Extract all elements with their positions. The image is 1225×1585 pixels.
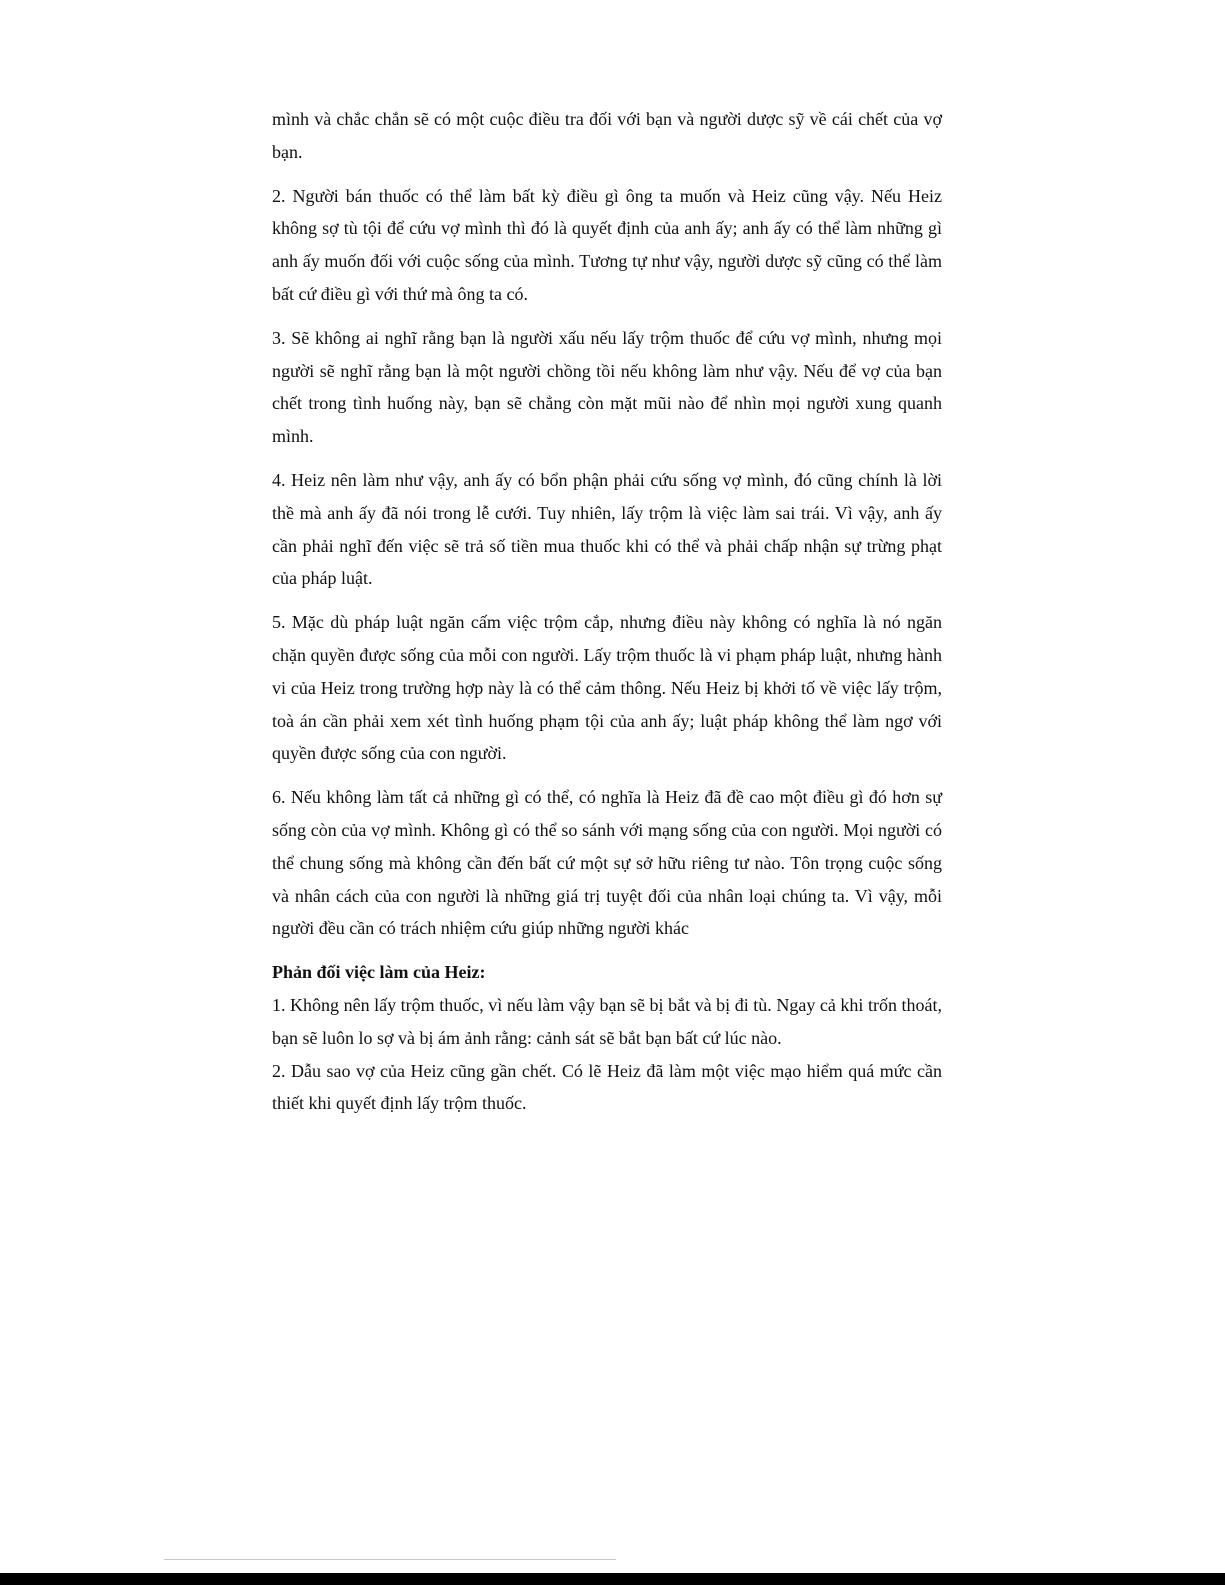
paragraph-5: 5. Mặc dù pháp luật ngăn cấm việc trộm cắp, nhưng điều này không có nghĩa là nó ngăn chặn quyền được sống của mỗi con người. Lấy trộm thuốc là vi phạm pháp luật, nhưng hành vi của Heiz trong trường hợp này là có thể cảm thông. Nếu Heiz bị khởi tố về việc lấy trộm, toà án cần phải xem xét tình huống phạm tội của anh ấy; luật pháp không thể làm ngơ với quyền được sống của con người. — [272, 612, 942, 764]
paragraph-2: 2. Người bán thuốc có thể làm bất kỳ điều gì ông ta muốn và Heiz cũng vậy. Nếu Heiz không sợ tù tội để cứu vợ mình thì đó là quyết định của anh ấy; anh ấy có thể làm những gì anh ấy muốn đối với cuộc sống của mình. Tương tự như vậy, người dược sỹ cũng có thể làm bất cứ điều gì với thứ mà ông ta có. — [272, 185, 942, 304]
paragraph-continuation: mình và chắc chắn sẽ có một cuộc điều tra đối với bạn và người dược sỹ về cái chết của vợ bạn. — [272, 109, 942, 162]
opposition-heading: Phản đối việc làm của Heiz: — [272, 962, 486, 983]
opposition-item-2: 2. Dẫu sao vợ của Heiz cũng gần chết. Có lẽ Heiz đã làm một việc mạo hiểm quá mức cần thiết khi quyết định lấy trộm thuốc. — [272, 1060, 942, 1114]
document-body — [272, 103, 942, 1120]
opposition-item-1: 1. Không nên lấy trộm thuốc, vì nếu làm vậy bạn sẽ bị bắt và bị đi tù. Ngay cả khi trốn thoát, bạn sẽ luôn lo sợ và bị ám ảnh rằng: cảnh sát sẽ bắt bạn bất cứ lúc nào. — [272, 994, 942, 1048]
paragraph-4: 4. Heiz nên làm như vậy, anh ấy có bổn phận phải cứu sống vợ mình, đó cũng chính là lời thề mà anh ấy đã nói trong lễ cưới. Tuy nhiên, lấy trộm là việc làm sai trái. Vì vậy, anh ấy cần phải nghĩ đến việc sẽ trả số tiền mua thuốc khi có thể và phải chấp nhận sự trừng phạt của pháp luật. — [272, 469, 942, 589]
footnote-separator — [164, 1559, 616, 1560]
paragraph-6: 6. Nếu không làm tất cả những gì có thể, có nghĩa là Heiz đã đề cao một điều gì đó hơn sự sống còn của vợ mình. Không gì có thể so sánh với mạng sống của con người. Mọi người có thể chung sống mà không cần đến bất cứ một sự sở hữu riêng tư nào. Tôn trọng cuộc sống và nhân cách của con người là những giá trị tuyệt đối của nhân loại chúng ta. Vì vậy, mỗi người đều cần có trách nhiệm cứu giúp những người khác — [272, 787, 942, 939]
paragraph-3: 3. Sẽ không ai nghĩ rằng bạn là người xấu nếu lấy trộm thuốc để cứu vợ mình, nhưng mọi người sẽ nghĩ rằng bạn là một người chồng tồi nếu không làm như vậy. Nếu để vợ của bạn chết trong tình huống này, bạn sẽ chẳng còn mặt mũi nào để nhìn mọi người xung quanh mình. — [272, 327, 942, 447]
bottom-edge-bar — [0, 1573, 1225, 1585]
